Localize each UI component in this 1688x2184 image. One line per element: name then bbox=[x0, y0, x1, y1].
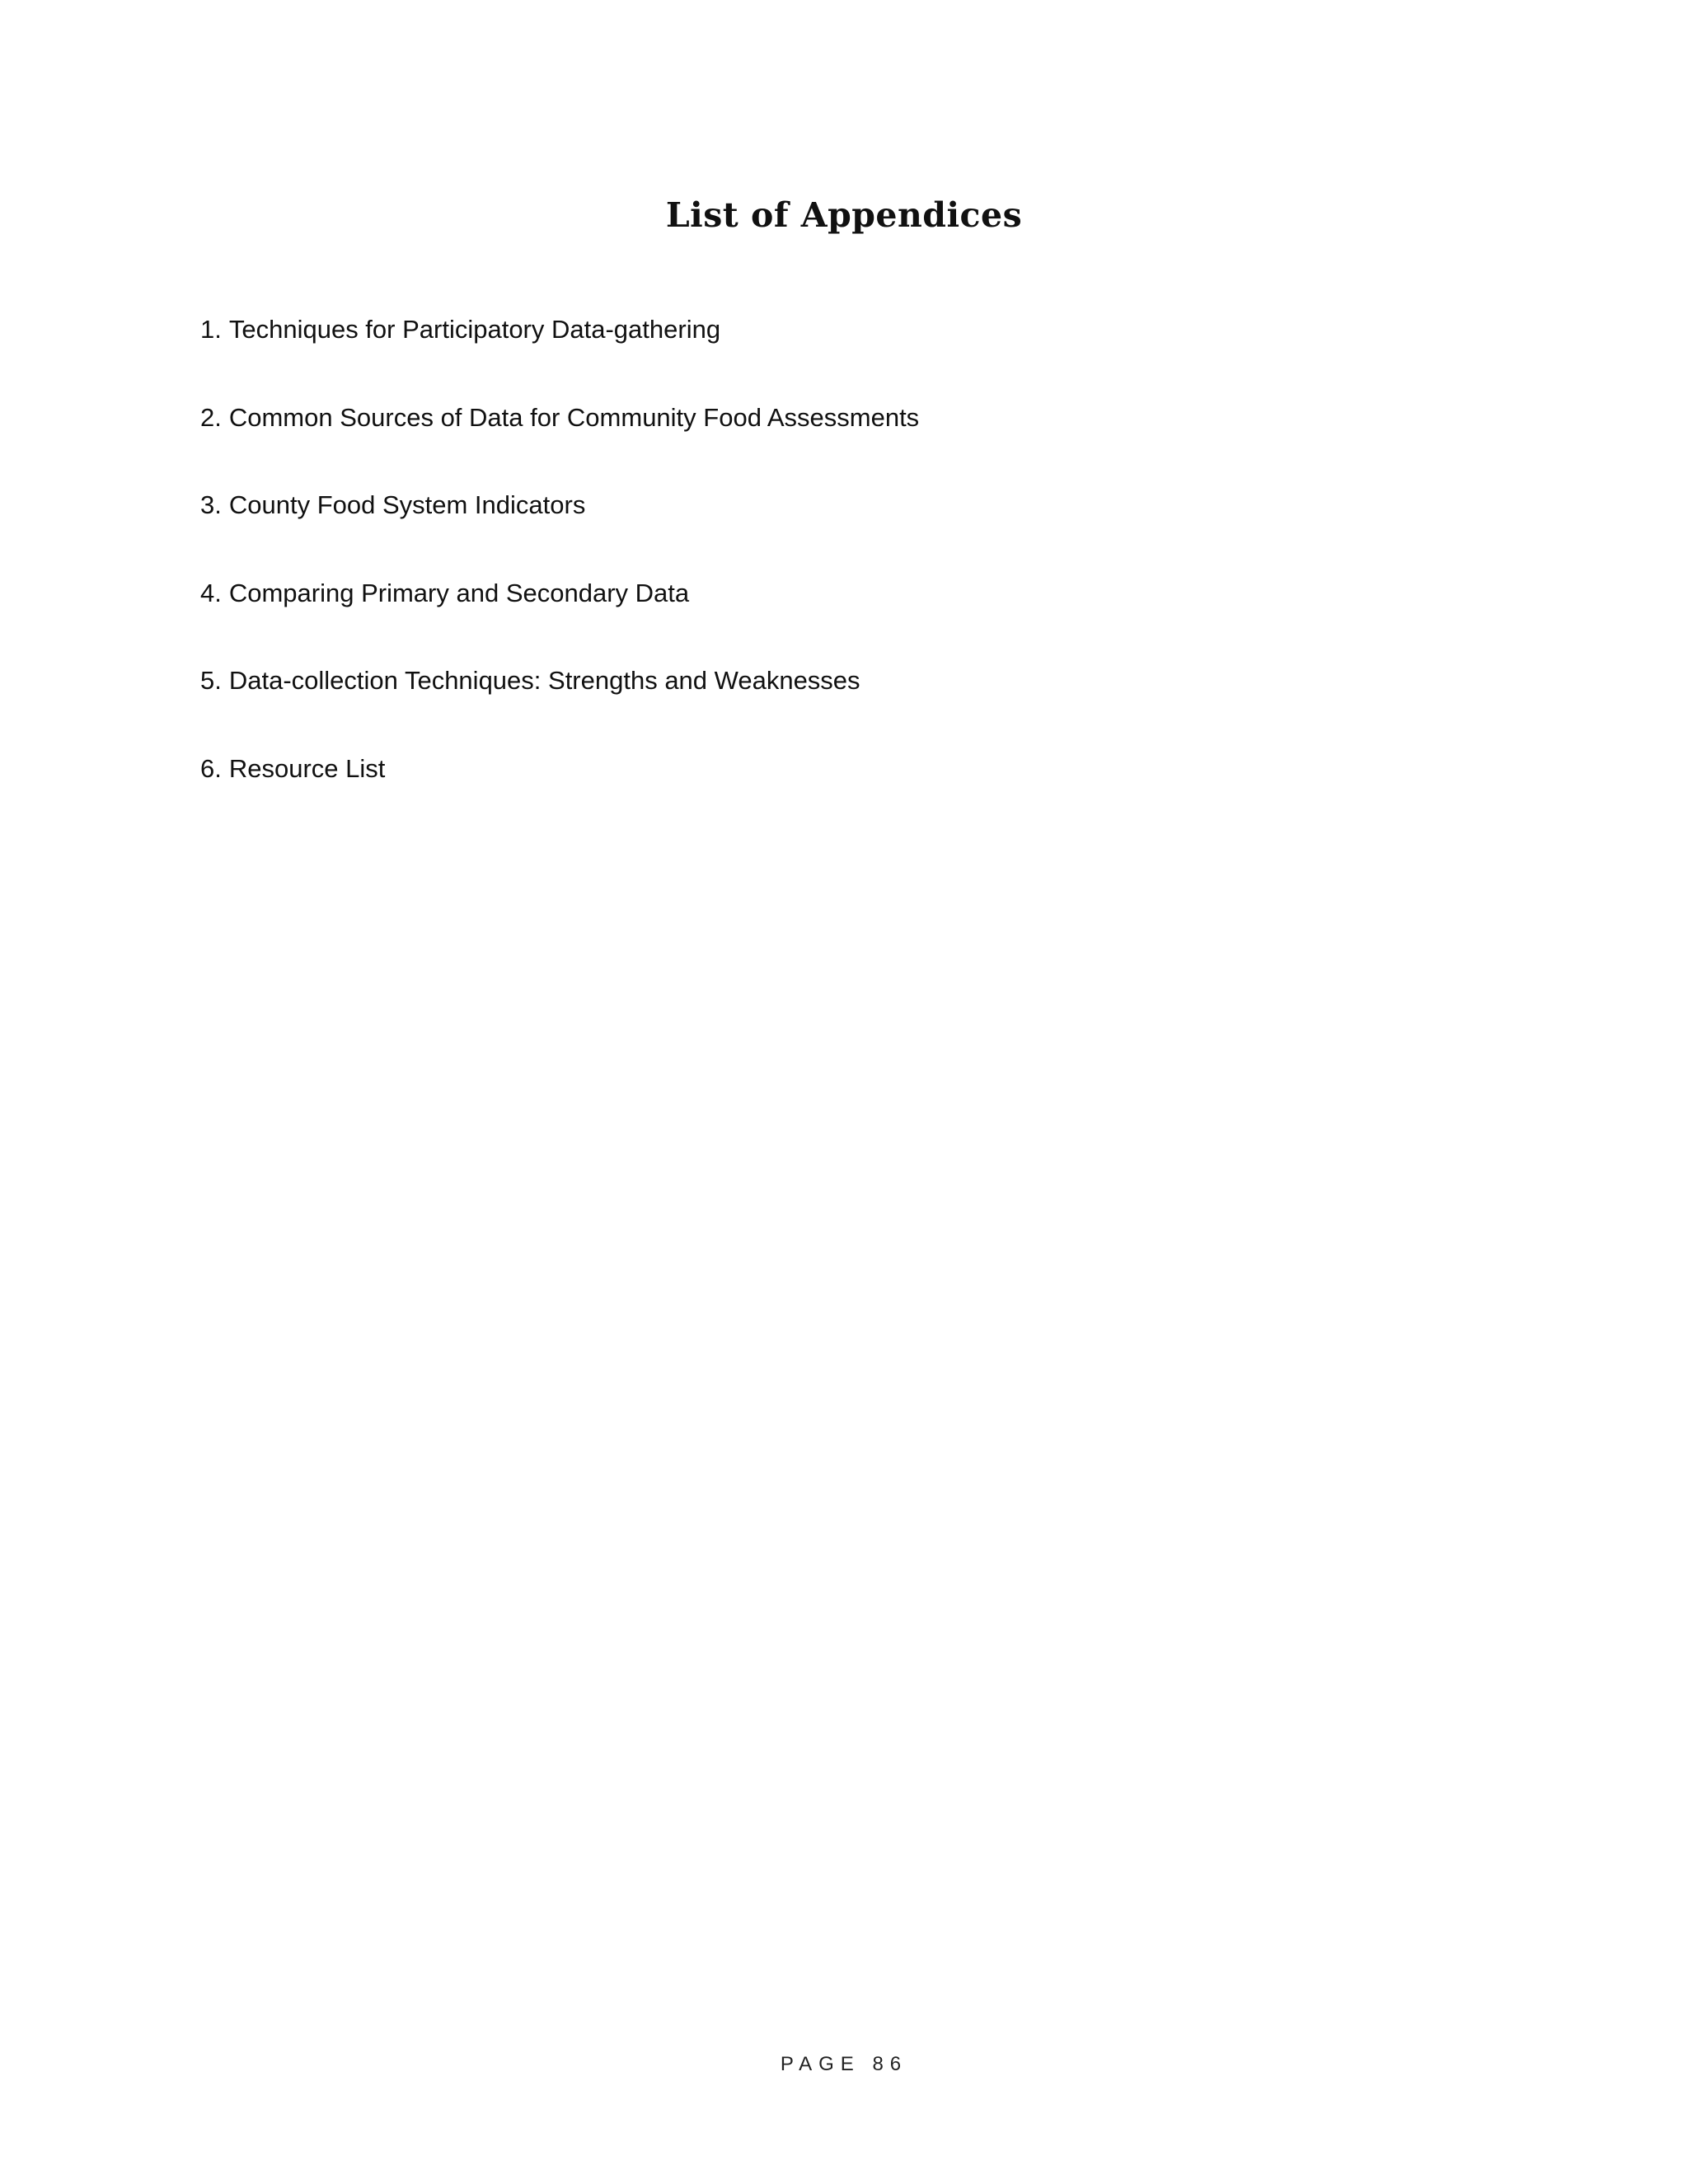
appendix-list bbox=[200, 307, 919, 833]
appendix-number: 4. bbox=[200, 578, 222, 607]
appendix-item bbox=[200, 307, 919, 395]
appendix-number: 6. bbox=[200, 753, 222, 783]
appendix-title: Comparing Primary and Secondary Data bbox=[228, 578, 690, 607]
appendix-item bbox=[200, 746, 919, 834]
appendix-title: Common Sources of Data for Community Food Assessments bbox=[228, 402, 920, 432]
appendix-item bbox=[200, 482, 919, 570]
appendix-title: Data-collection Techniques: Strengths and Weaknesses bbox=[228, 666, 860, 695]
appendix-item bbox=[200, 658, 919, 746]
page-number-footer: PAGE 86 bbox=[780, 2053, 908, 2075]
page-title: List of Appendices bbox=[665, 195, 1023, 235]
appendix-item bbox=[200, 570, 919, 658]
appendix-number: 2. bbox=[200, 402, 222, 432]
appendix-title: County Food System Indicators bbox=[228, 490, 586, 519]
appendix-number: 5. bbox=[200, 666, 222, 695]
appendix-number: 1. bbox=[200, 315, 222, 344]
appendix-item bbox=[200, 395, 919, 483]
appendix-title: Resource List bbox=[228, 753, 386, 783]
appendix-title: Techniques for Participatory Data-gathering bbox=[228, 315, 721, 344]
appendix-number: 3. bbox=[200, 490, 222, 519]
